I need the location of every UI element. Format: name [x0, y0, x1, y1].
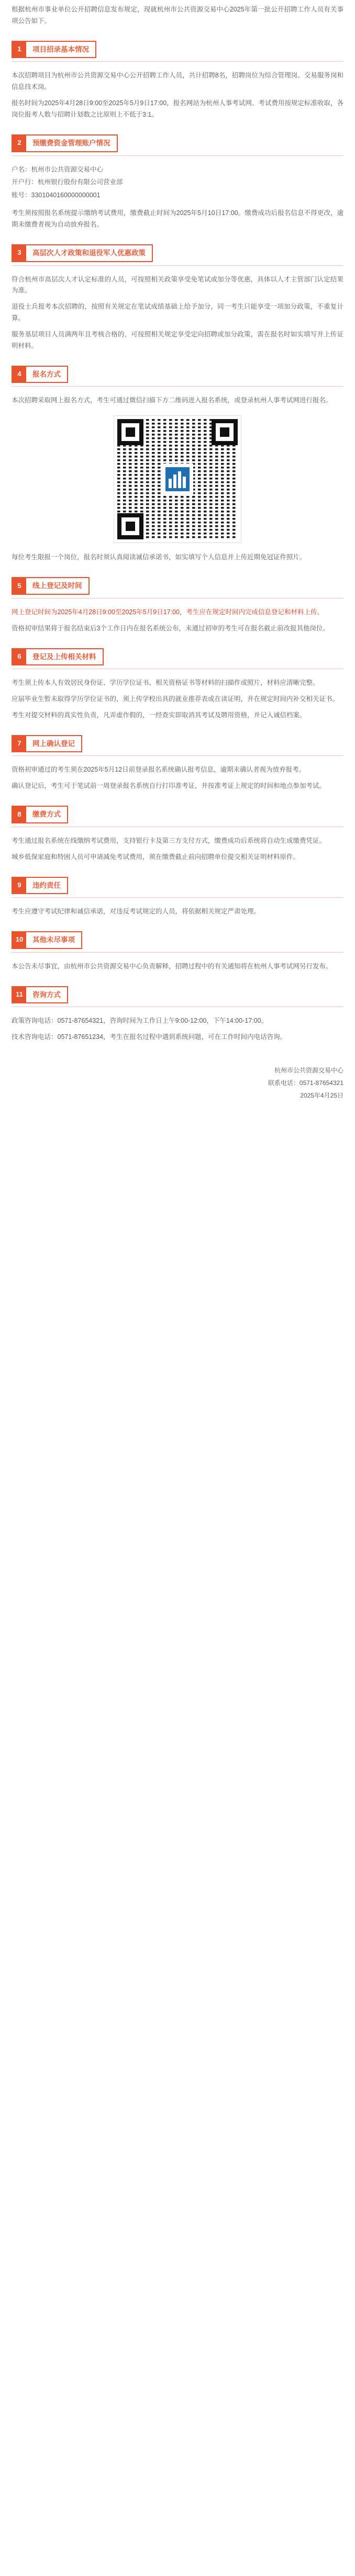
paragraph: 确认登记后，考生可于笔试前一周登录报名系统自行打印准考证，并按准考证上规定的时间和地点参加考试。 — [12, 782, 326, 790]
section-number: 2 — [13, 135, 26, 151]
section-header — [12, 735, 82, 753]
account-info — [12, 164, 343, 202]
section-title: 缴费方式 — [32, 810, 61, 819]
section-divider — [12, 265, 343, 266]
paragraph: 资格初审结果将于报名结束后3个工作日内在报名系统公布，未通过初审的考生可在报名截止前改报其他岗位。 — [12, 624, 329, 632]
paragraph: 符合杭州市高层次人才认定标准的人员，可按照相关政策享受免笔试或加分等优惠，具体以人才主管部门认定结果为准。 — [12, 275, 343, 295]
section-number: 4 — [13, 367, 26, 382]
section-divider — [12, 61, 343, 62]
paragraph: 本次招聘采取网上报名方式，考生可通过微信扫描下方二维码进入报名系统，或登录杭州人事考试网进行报名。 — [12, 397, 332, 404]
section-6 — [12, 648, 343, 670]
section-header — [12, 877, 68, 895]
section-title: 违约责任 — [32, 881, 61, 889]
qr-finder-top-left — [117, 419, 143, 445]
section-title: 咨询方式 — [32, 990, 61, 999]
paragraph: 考生须按照报名系统提示缴纳考试费用，缴费截止时间为2025年5月10日17:00。缴费成功后报名信息不得更改，逾期未缴费者视为自动放弃报名。 — [12, 209, 343, 228]
section-9 — [12, 877, 343, 898]
footer-date: 2025年4月25日 — [300, 1091, 343, 1099]
section-divider — [12, 755, 343, 756]
section-title: 其他未尽事项 — [32, 936, 75, 944]
section-title: 报名方式 — [32, 370, 61, 378]
section-4 — [12, 366, 343, 387]
section-divider — [12, 386, 343, 387]
section-header — [12, 806, 68, 823]
paragraph: 城乡低保家庭和特困人员可申请减免考试费用，须在缴费截止前向招聘单位提交相关证明材料原件。 — [12, 853, 300, 861]
qr-logo-icon — [162, 464, 193, 495]
section-header — [12, 577, 90, 595]
account-number: 账号：3301040160000000001 — [12, 191, 101, 199]
section-title: 线上登记及时间 — [32, 582, 82, 590]
section-number: 9 — [13, 878, 26, 894]
paragraph: 本次招聘项目为杭州市公共资源交易中心公开招聘工作人员，共计招聘8名，招聘岗位为综合管理岗、交易服务岗和信息技术岗。 — [12, 72, 343, 91]
announcement-page — [0, 0, 355, 1112]
paragraph: 政策咨询电话：0571-87654321，咨询时间为工作日上午9:00-12:00，下午14:00-17:00。 — [12, 1017, 268, 1025]
section-7 — [12, 735, 343, 756]
paragraph: 退役士兵报考本次招聘的，按照有关规定在笔试成绩基础上给予加分，同一考生只能享受一项加分政策，不重复计算。 — [12, 303, 343, 322]
announcement-footer — [12, 1064, 343, 1102]
section-divider — [12, 952, 343, 953]
account-bank: 开户行：杭州银行股份有限公司营业部 — [12, 178, 123, 186]
paragraph: 应届毕业生暂未取得学历学位证书的，须上传学校出具的就业推荐表或在读证明，并在规定时间内补交相关证书。 — [12, 695, 339, 703]
section-title: 登记及上传相关材料 — [32, 652, 96, 661]
footer-org: 杭州市公共资源交易中心 — [274, 1066, 343, 1074]
paragraph: 技术咨询电话：0571-87651234，考生在报名过程中遇到系统问题，可在工作时间内电话咨询。 — [12, 1033, 287, 1041]
qr-finder-top-right — [212, 419, 238, 445]
section-header — [12, 244, 153, 262]
paragraph: 资格初审通过的考生须在2025年5月12日前登录报名系统确认报考信息，逾期未确认者视为放弃报考。 — [12, 766, 306, 774]
section-5 — [12, 577, 343, 598]
section-2 — [12, 134, 343, 156]
paragraph: 考生通过报名系统在线缴纳考试费用，支持银行卡及第三方支付方式，缴费成功后系统将自动生成缴费凭证。 — [12, 837, 326, 844]
account-name: 户名：杭州市公共资源交易中心 — [12, 165, 104, 173]
section-1 — [12, 41, 343, 62]
paragraph: 本公告未尽事宜，由杭州市公共资源交易中心负责解释，招聘过程中的有关通知将在杭州人事考试网另行发布。 — [12, 962, 332, 970]
section-11 — [12, 986, 343, 1008]
section-number: 10 — [13, 932, 26, 948]
paragraph: 服务基层项目人员满两年且考核合格的，可按照相关规定享受定向招聘或加分政策，需在报名时如实填写并上传证明材料。 — [12, 331, 343, 349]
paragraph: 考生应遵守考试纪律和诚信承诺，对违反考试规定的人员，将依据相关规定严肃处理。 — [12, 908, 261, 916]
section-header — [12, 648, 104, 666]
paragraph: 报名时间为2025年4月28日9:00至2025年5月9日17:00，报名网站为杭州人事考试网。考试费用按规定标准收取，各岗位报考人数与招聘计划数之比原则上不低于3:1。 — [12, 99, 343, 118]
footer-phone: 联系电话：0571-87654321 — [268, 1079, 343, 1087]
registration-qr-code[interactable] — [114, 416, 241, 543]
section-title: 网上确认登记 — [32, 739, 75, 748]
section-header — [12, 986, 68, 1004]
section-number: 8 — [13, 807, 26, 822]
section-number: 6 — [13, 649, 26, 665]
section-header — [12, 134, 118, 152]
section-header — [12, 366, 68, 383]
section-3 — [12, 244, 343, 266]
paragraph: 每位考生限报一个岗位，报名时须认真阅读诚信承诺书，如实填写个人信息并上传近期免冠证件照片。 — [12, 553, 306, 561]
qr-code-container — [12, 416, 343, 543]
section-number: 7 — [13, 736, 26, 752]
section-number: 1 — [13, 42, 26, 58]
section-8 — [12, 806, 343, 827]
section-10 — [12, 931, 343, 953]
section-number: 5 — [13, 578, 26, 594]
section-title: 项目招录基本情况 — [32, 45, 89, 53]
intro-paragraph: 根据杭州市事业单位公开招聘信息发布规定，现就杭州市公共资源交易中心2025年第一批公开招聘工作人员有关事项公告如下。 — [12, 6, 343, 25]
paragraph: 考生须上传本人有效居民身份证、学历学位证书、相关资格证书等材料的扫描件或照片，材料应清晰完整。 — [12, 679, 319, 687]
section-title: 预缴费资金管理账户情况 — [32, 139, 110, 147]
section-number: 3 — [13, 245, 26, 261]
qr-finder-bottom-left — [117, 513, 143, 539]
section-number: 11 — [13, 987, 26, 1003]
section-header — [12, 41, 96, 59]
section-divider — [12, 155, 343, 156]
section-divider — [12, 897, 343, 898]
section-title: 高层次人才政策和退役军人优惠政策 — [32, 248, 146, 257]
paragraph: 网上登记时间为2025年4月28日9:00至2025年5月9日17:00，考生应在规定时间内完成信息登记和材料上传。 — [12, 608, 324, 616]
paragraph: 考生对提交材料的真实性负责，凡弄虚作假的，一经查实即取消其考试及聘用资格，并记入诚信档案。 — [12, 711, 306, 719]
section-header — [12, 931, 82, 949]
